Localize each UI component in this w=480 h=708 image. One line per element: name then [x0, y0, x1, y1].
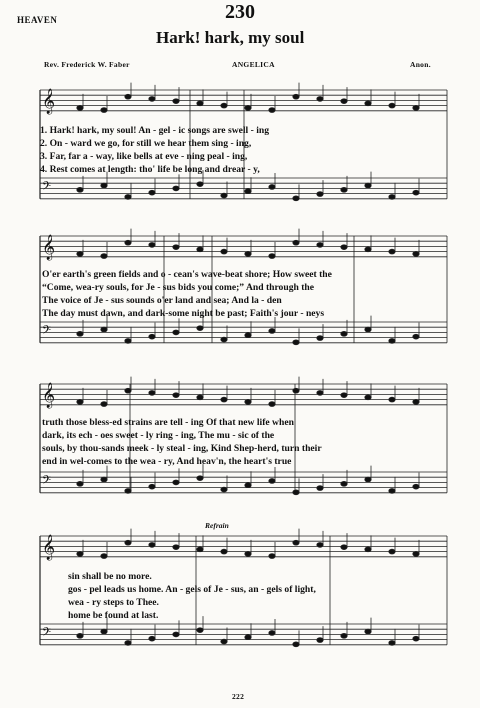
note-head: [341, 187, 347, 192]
hymn-number: 230: [225, 1, 255, 23]
note-head: [149, 190, 155, 195]
author-credit: Rev. Frederick W. Faber: [44, 60, 130, 69]
note-head: [245, 635, 251, 640]
note-head: [101, 554, 107, 559]
note-head: [125, 489, 131, 494]
treble-clef-icon: 𝄞: [42, 235, 56, 260]
lyrics-block-2: [42, 268, 332, 320]
note-head: [173, 393, 179, 398]
note-head: [221, 337, 227, 342]
note-head: [365, 547, 371, 552]
note-head: [317, 543, 323, 548]
composer-credit: Anon.: [410, 60, 431, 69]
lyric-line: 3. Far, far a - way, like bells at eve - ning peal - ing,: [40, 151, 248, 162]
hymn-title: Hark! hark, my soul: [156, 28, 305, 47]
note-head: [389, 489, 395, 494]
note-head: [125, 540, 131, 545]
note-head: [341, 99, 347, 104]
note-head: [77, 187, 83, 192]
note-head: [125, 388, 131, 393]
refrain-label: Refrain: [205, 521, 229, 530]
note-head: [269, 631, 275, 636]
note-head: [101, 402, 107, 407]
note-head: [293, 94, 299, 99]
note-head: [389, 103, 395, 108]
note-head: [221, 103, 227, 108]
note-head: [413, 636, 419, 641]
note-head: [77, 251, 83, 256]
note-head: [125, 339, 131, 344]
note-head: [197, 547, 203, 552]
note-head: [317, 486, 323, 491]
note-head: [125, 641, 131, 646]
note-head: [317, 391, 323, 396]
note-head: [341, 481, 347, 486]
note-head: [341, 245, 347, 250]
lyric-line: O'er earth's green fields and o - cean's wave-beat shore; How sweet the: [42, 269, 332, 280]
note-head: [413, 105, 419, 110]
lyric-line: souls, by thou-sands meek - ly steal - ing, Kind Shep-herd, turn their: [42, 443, 322, 454]
note-head: [341, 393, 347, 398]
note-head: [77, 105, 83, 110]
note-head: [341, 545, 347, 550]
note-head: [173, 99, 179, 104]
note-head: [149, 391, 155, 396]
note-head: [221, 249, 227, 254]
note-head: [125, 240, 131, 245]
note-head: [77, 481, 83, 486]
note-head: [389, 549, 395, 554]
note-head: [365, 327, 371, 332]
lyric-line: wea - ry steps to Thee.: [68, 597, 159, 608]
note-head: [149, 636, 155, 641]
lyrics-block-3: [42, 416, 322, 468]
note-head: [365, 247, 371, 252]
note-head: [197, 182, 203, 187]
note-head: [221, 193, 227, 198]
note-head: [77, 331, 83, 336]
note-head: [293, 388, 299, 393]
note-head: [293, 196, 299, 201]
note-head: [173, 245, 179, 250]
note-head: [365, 101, 371, 106]
note-head: [173, 480, 179, 485]
note-head: [197, 101, 203, 106]
note-head: [101, 254, 107, 259]
note-head: [197, 395, 203, 400]
lyric-line: “Come, wea-ry souls, for Je - sus bids you come;” And through the: [42, 282, 315, 293]
note-head: [77, 399, 83, 404]
note-head: [101, 108, 107, 113]
note-head: [245, 105, 251, 110]
bass-clef-icon: 𝄢: [42, 626, 52, 642]
note-head: [317, 97, 323, 102]
note-head: [269, 329, 275, 334]
note-head: [221, 487, 227, 492]
note-head: [221, 397, 227, 402]
note-head: [269, 554, 275, 559]
bass-clef-icon: 𝄢: [42, 324, 52, 340]
note-head: [125, 94, 131, 99]
lyric-line: 4. Rest comes at length: tho' life be long and drear - y,: [40, 164, 260, 175]
note-head: [221, 639, 227, 644]
note-head: [293, 490, 299, 495]
lyric-line: gos - pel leads us home. An - gels of Je - sus, an - gels of light,: [68, 584, 316, 595]
note-head: [389, 195, 395, 200]
treble-clef-icon: 𝄞: [42, 535, 56, 560]
note-head: [149, 334, 155, 339]
note-head: [77, 551, 83, 556]
note-head: [293, 642, 299, 647]
note-head: [389, 641, 395, 646]
lyric-line: 1. Hark! hark, my soul! An - gel - ic songs are swell - ing: [40, 125, 270, 136]
note-head: [149, 243, 155, 248]
note-head: [245, 251, 251, 256]
note-head: [269, 479, 275, 484]
lyric-line: The day must dawn, and dark-some night be past; Faith's jour - neys: [42, 308, 325, 319]
note-head: [413, 190, 419, 195]
note-head: [413, 551, 419, 556]
note-head: [365, 183, 371, 188]
lyric-line: end in wel-comes to the wea - ry, And heav'n, the heart's true: [42, 456, 292, 467]
lyric-line: dark, its ech - oes sweet - ly ring - ing, The mu - sic of the: [42, 430, 275, 441]
note-head: [101, 183, 107, 188]
section-heading: HEAVEN: [17, 15, 58, 25]
note-head: [125, 195, 131, 200]
note-head: [389, 249, 395, 254]
note-head: [317, 336, 323, 341]
note-head: [197, 247, 203, 252]
note-head: [149, 484, 155, 489]
note-head: [317, 638, 323, 643]
note-head: [173, 632, 179, 637]
note-head: [173, 330, 179, 335]
note-head: [365, 477, 371, 482]
lyric-line: home be found at last.: [68, 610, 159, 621]
note-head: [173, 545, 179, 550]
note-head: [197, 628, 203, 633]
note-head: [413, 484, 419, 489]
note-head: [317, 243, 323, 248]
bass-clef-icon: 𝄢: [42, 180, 52, 196]
page-number: 222: [232, 692, 245, 701]
lyric-line: sin shall be no more.: [68, 571, 152, 582]
note-head: [317, 192, 323, 197]
tune-name: ANGELICA: [232, 60, 275, 69]
note-head: [149, 97, 155, 102]
note-head: [197, 326, 203, 331]
note-head: [413, 334, 419, 339]
note-head: [293, 240, 299, 245]
lyrics-block-1: [40, 124, 269, 176]
note-head: [365, 629, 371, 634]
note-head: [101, 629, 107, 634]
note-head: [269, 108, 275, 113]
treble-clef-icon: 𝄞: [42, 89, 56, 114]
note-head: [221, 549, 227, 554]
note-head: [341, 633, 347, 638]
note-head: [197, 476, 203, 481]
note-head: [101, 477, 107, 482]
note-head: [413, 251, 419, 256]
note-head: [245, 483, 251, 488]
lyric-line: The voice of Je - sus sounds o'er land and sea; And la - den: [42, 295, 282, 306]
note-head: [293, 540, 299, 545]
note-head: [269, 254, 275, 259]
treble-clef-icon: 𝄞: [42, 383, 56, 408]
note-head: [245, 399, 251, 404]
note-head: [101, 327, 107, 332]
note-head: [77, 633, 83, 638]
note-head: [389, 397, 395, 402]
note-head: [269, 185, 275, 190]
note-head: [293, 340, 299, 345]
note-head: [413, 399, 419, 404]
note-head: [245, 333, 251, 338]
note-head: [341, 331, 347, 336]
lyric-line: 2. On - ward we go, for still we hear them sing - ing,: [40, 138, 252, 149]
note-head: [149, 543, 155, 548]
note-head: [389, 339, 395, 344]
bass-clef-icon: 𝄢: [42, 474, 52, 490]
lyrics-block-4: [68, 570, 316, 622]
note-head: [245, 551, 251, 556]
lyric-line: truth those bless-ed strains are tell - ing Of that new life when: [42, 417, 294, 428]
note-head: [365, 395, 371, 400]
note-head: [173, 186, 179, 191]
note-head: [245, 189, 251, 194]
note-head: [269, 402, 275, 407]
